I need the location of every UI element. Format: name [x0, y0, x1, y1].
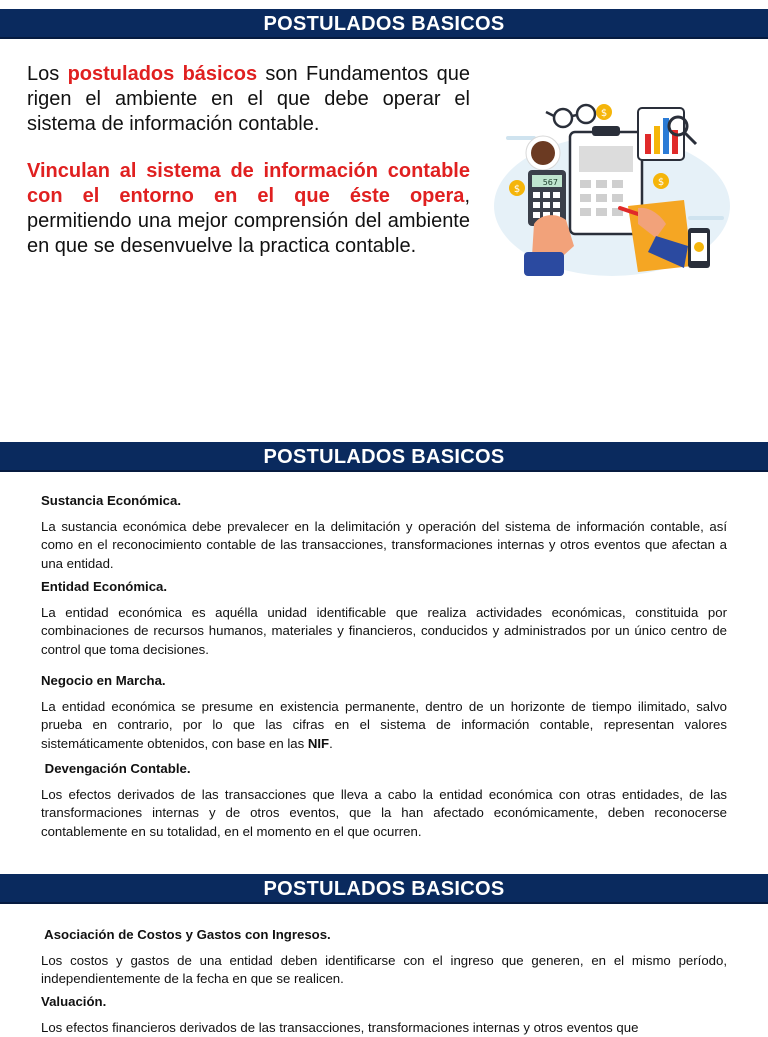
banner-title: POSTULADOS BASICOS: [264, 878, 505, 900]
postulate-asociacion-costos: [41, 926, 727, 989]
postulate-text-bold: NIF: [308, 736, 329, 751]
postulate-text: Los efectos financieros derivados de las transacciones, transformaciones internas y otros eventos que: [41, 1019, 727, 1037]
svg-text:$: $: [514, 184, 520, 195]
postulate-title: Valuación.: [41, 993, 727, 1012]
postulate-sustancia-economica: [41, 492, 727, 573]
postulate-title: Negocio en Marcha.: [41, 672, 727, 691]
postulate-valuacion: [41, 993, 727, 1037]
banner-edge: [0, 902, 768, 904]
svg-text:$: $: [658, 177, 664, 188]
accounting-illustration: [488, 96, 736, 284]
banner-edge: [0, 470, 768, 472]
postulate-title: Entidad Económica.: [41, 578, 727, 597]
postulate-title: Sustancia Económica.: [41, 492, 727, 511]
postulate-text-part: .: [329, 736, 333, 751]
section-banner-1: [0, 9, 768, 39]
coin-icon: [509, 180, 525, 196]
section-banner-2: [0, 442, 768, 472]
intro-text: son Fundamentos que rigen el ambiente en el que debe operar el sistema de información contable.: [27, 63, 470, 135]
postulate-text: Los efectos derivados de las transacciones que lleva a cabo la entidad económica con otras entidades, de las transformaciones internas y de otros eventos, que la han afectado económicamente, deben reconocerse contablemente en su totalidad, en el momento en el que ocurren.: [41, 786, 727, 842]
glasses-icon: [546, 105, 595, 127]
section-banner-3: [0, 874, 768, 904]
coin-icon: [596, 104, 612, 120]
banner-edge: [0, 37, 768, 39]
intro-text: , permitiendo una mejor comprensión del ambiente en que se desenvuelve la practica contable.: [27, 185, 470, 257]
intro-highlight: Vinculan al sistema de información contable con el entorno en el que éste opera: [27, 160, 470, 207]
banner-title: POSTULADOS BASICOS: [264, 13, 505, 35]
postulate-text: [41, 698, 727, 754]
coffee-cup-icon: [526, 136, 560, 170]
postulate-title: Devengación Contable.: [41, 760, 727, 779]
banner-title: POSTULADOS BASICOS: [264, 446, 505, 468]
coin-icon: [653, 173, 669, 189]
calculator-display: 567: [543, 178, 558, 187]
intro-paragraph-1: [27, 62, 470, 137]
phone-icon: [688, 228, 710, 268]
intro-highlight: postulados básicos: [68, 63, 257, 85]
postulate-text: Los costos y gastos de una entidad deben identificarse con el ingreso que generen, en el mismo período, independientemente de la fecha en que se realicen.: [41, 952, 727, 989]
postulate-title: Asociación de Costos y Gastos con Ingresos.: [41, 926, 727, 945]
intro-text: Los: [27, 63, 68, 85]
postulate-text: La sustancia económica debe prevalecer en la delimitación y operación del sistema de información contable, así como en el reconocimiento contable de las transacciones, transformaciones internas y otros eventos que afectan a una entidad.: [41, 518, 727, 574]
postulate-devengacion-contable: [41, 760, 727, 841]
intro-block: [27, 62, 470, 281]
postulate-entidad-economica: [41, 578, 727, 659]
svg-text:$: $: [601, 108, 607, 119]
postulate-text: La entidad económica es aquélla unidad identificable que realiza actividades económicas, constituida por combinaciones de recursos humanos, materiales y financieros, conducidos y administrados por un único centro de control que toma decisiones.: [41, 604, 727, 660]
postulate-negocio-en-marcha: [41, 672, 727, 753]
intro-paragraph-2: [27, 159, 470, 259]
postulate-text-part: La entidad económica se presume en existencia permanente, dentro de un horizonte de tiempo ilimitado, salvo prueba en contrario, por lo que las cifras en el sistema de información contable, representan valores sistemáticamente obtenidos, con base en las: [41, 699, 727, 751]
